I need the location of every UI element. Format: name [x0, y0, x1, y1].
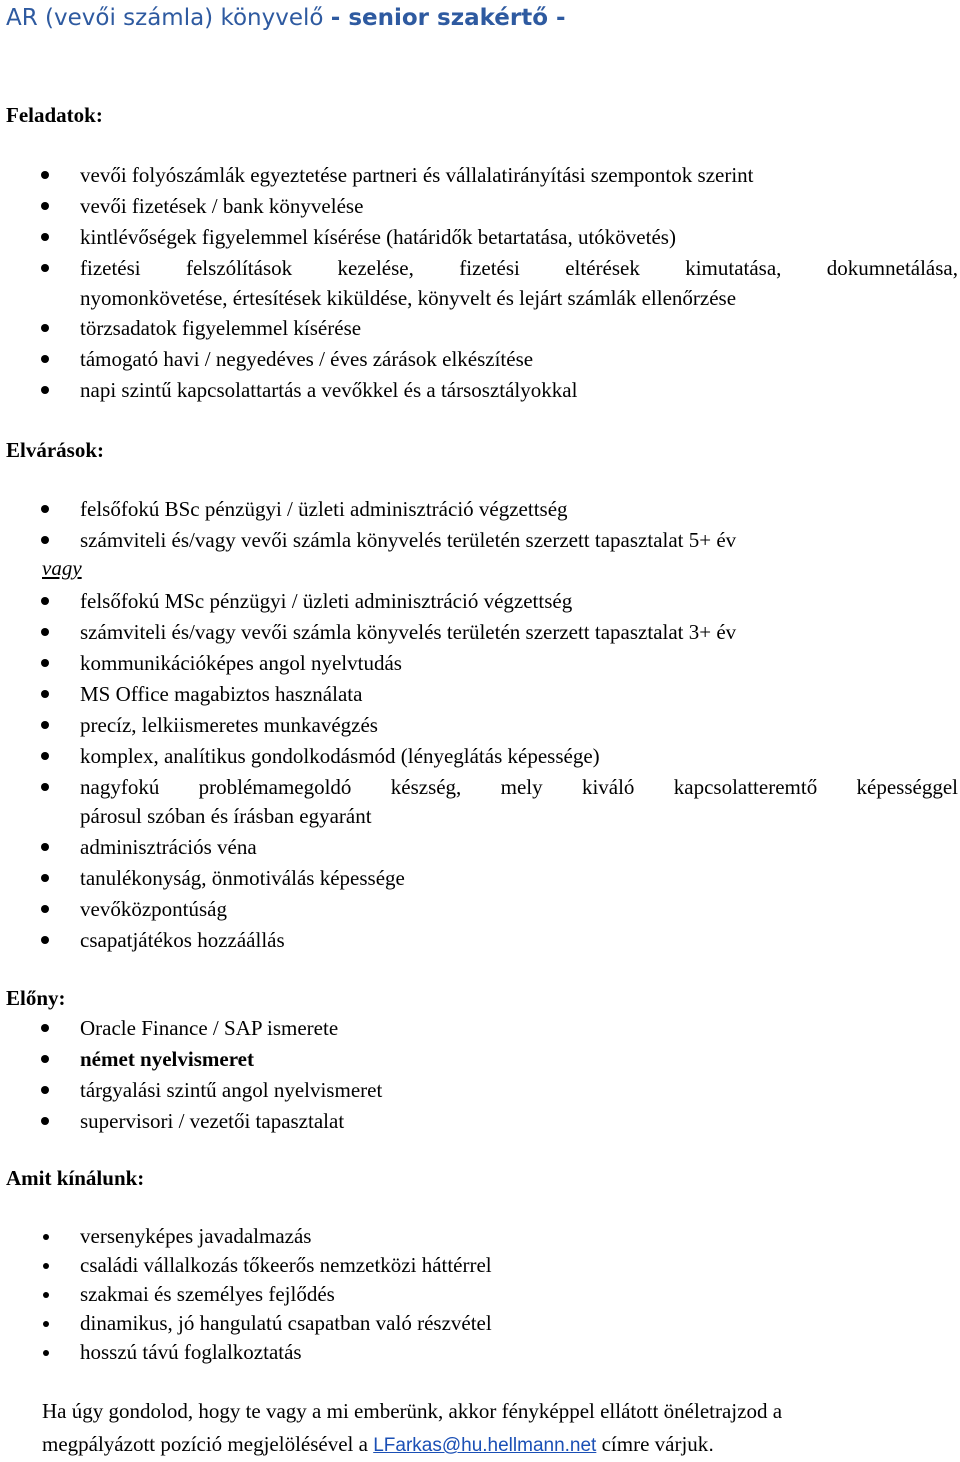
list-item: német nyelvismeret: [80, 1047, 254, 1071]
bullet-icon: [41, 936, 49, 944]
list-item: napi szintű kapcsolattartás a vevőkkel és a társosztályokkal: [80, 378, 578, 402]
list-item: támogató havi / negyedéves / éves zárások elkészítése: [80, 347, 534, 371]
page-title: [6, 0, 566, 36]
list-item: tanulékonyság, önmotiválás képessége: [80, 866, 405, 890]
list-item: felsőfokú MSc pénzügyi / üzleti adminisztráció végzettség: [80, 589, 573, 613]
closing-paragraph: [42, 1395, 942, 1462]
list-item: számviteli és/vagy vevői számla könyvelés területén szerzett tapasztalat 5+ év: [80, 528, 737, 552]
list-item: Oracle Finance / SAP ismerete: [80, 1016, 339, 1040]
bullet-icon: [43, 1263, 49, 1269]
bullet-icon: [41, 1117, 49, 1125]
title-accent: - senior szakértő -: [330, 5, 566, 31]
list-item: vevői fizetések / bank könyvelése: [80, 194, 364, 218]
bullet-icon: [41, 905, 49, 913]
list-item: hosszú távú foglalkoztatás: [80, 1340, 302, 1364]
list-item: MS Office magabiztos használata: [80, 682, 363, 706]
list-item: fizetési felszólítások kezelése, fizetési eltérések kimutatása, dokumnetálása,: [80, 256, 958, 280]
list-item: családi vállalkozás tőkeerős nemzetközi háttérrel: [80, 1253, 492, 1277]
list-item: csapatjátékos hozzáállás: [80, 928, 285, 952]
list-item: adminisztrációs véna: [80, 835, 257, 859]
list-item: szakmai és személyes fejlődés: [80, 1282, 335, 1306]
bullet-icon: [41, 386, 49, 394]
bullet-icon: [43, 1321, 49, 1327]
bullet-icon: [41, 233, 49, 241]
list-item: vevői folyószámlák egyeztetése partneri és vállalatirányítási szempontok szerint: [80, 163, 754, 187]
bullet-icon: [41, 874, 49, 882]
bullet-icon: [41, 628, 49, 636]
bullet-icon: [41, 843, 49, 851]
title-main: AR (vevői számla) könyvelő: [6, 5, 331, 31]
list-item: komplex, analítikus gondolkodásmód (lényeglátás képessége): [80, 744, 600, 768]
list-item: törzsadatok figyelemmel kísérése: [80, 316, 362, 340]
bullet-icon: [41, 721, 49, 729]
bullet-icon: [41, 690, 49, 698]
list-item: dinamikus, jó hangulatú csapatban való részvétel: [80, 1311, 492, 1335]
bullet-icon: [41, 1024, 49, 1032]
bullet-icon: [41, 505, 49, 513]
list-item-continuation: párosul szóban és írásban egyaránt: [80, 804, 372, 828]
bullet-icon: [41, 783, 49, 791]
list-item: kintlévőségek figyelemmel kísérése (határidők betartatása, utókövetés): [80, 225, 676, 249]
list-item-continuation: nyomonkövetése, értesítések kiküldése, könyvelt és lejárt számlák ellenőrzése: [80, 286, 737, 310]
closing-line-2-post: címre várjuk: [596, 1432, 709, 1456]
section-heading-kinalunk: Amit kínálunk:: [6, 1166, 145, 1190]
list-item: számviteli és/vagy vevői számla könyvelés területén szerzett tapasztalat 3+ év: [80, 620, 737, 644]
bullet-icon: [43, 1292, 49, 1298]
bullet-icon: [41, 1086, 49, 1094]
list-item: supervisori / vezetői tapasztalat: [80, 1109, 345, 1133]
closing-line-2-end: .: [708, 1433, 715, 1456]
closing-line-2-pre: megpályázott pozíció megjelölésével a: [42, 1432, 374, 1456]
list-item: precíz, lelkiismeretes munkavégzés: [80, 713, 378, 737]
section-heading-elvarasok: Elvárások:: [6, 438, 105, 462]
bullet-icon: [41, 264, 49, 272]
closing-line-1: Ha úgy gondolod, hogy te vagy a mi emberünk, akkor fényképpel ellátott önéletrajzod a: [42, 1399, 783, 1423]
closing-line-2: [42, 1428, 942, 1462]
vagy-separator: vagy: [42, 556, 82, 580]
section-heading-feladatok: Feladatok:: [6, 103, 103, 127]
email-link[interactable]: LFarkas@hu.hellmann.net: [373, 1435, 597, 1456]
bullet-icon: [43, 1350, 49, 1356]
bullet-icon: [41, 1055, 49, 1063]
list-item: nagyfokú problémamegoldó készség, mely kiváló kapcsolatteremtő képességgel: [80, 775, 958, 799]
bullet-icon: [41, 324, 49, 332]
list-item: kommunikációképes angol nyelvtudás: [80, 651, 402, 675]
bullet-icon: [41, 752, 49, 760]
bullet-icon: [41, 597, 49, 605]
list-item: felsőfokú BSc pénzügyi / üzleti adminisztráció végzettség: [80, 497, 568, 521]
list-item: vevőközpontúság: [80, 897, 227, 921]
section-heading-elony: Előny:: [6, 986, 66, 1010]
bullet-icon: [41, 171, 49, 179]
bullet-icon: [43, 1234, 49, 1240]
bullet-icon: [41, 202, 49, 210]
bullet-icon: [41, 536, 49, 544]
list-item: tárgyalási szintű angol nyelvismeret: [80, 1078, 383, 1102]
bullet-icon: [41, 659, 49, 667]
bullet-icon: [41, 355, 49, 363]
list-item: versenyképes javadalmazás: [80, 1224, 312, 1248]
